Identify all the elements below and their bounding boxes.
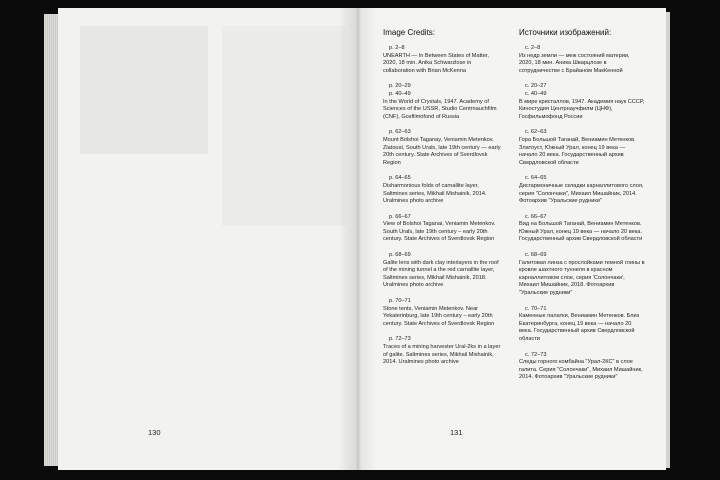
credit-entry [383, 214, 501, 244]
show-through-image-top-left [80, 26, 208, 154]
credit-page-ref: с. 66–67 [525, 213, 547, 220]
left-page-number: 130 [148, 428, 161, 437]
credit-entry [383, 336, 501, 366]
credit-description: В мире кристаллов, 1947. Академия наук СССР, Киностудия Центрнаучфилм (ЦНФ), Госфильмофонд России [519, 98, 645, 120]
credits-list-ru [519, 45, 645, 382]
credit-page-ref: p. 66–67 [389, 213, 411, 220]
show-through-image-top-right [222, 26, 346, 226]
credit-entry [383, 45, 501, 75]
credit-entry [383, 298, 501, 328]
credit-description: View of Bolshoi Taganai, Veniamin Metenkov. South Urals, late 19th century – early 20th century. State Archives of Sverdlovsk Region [383, 221, 496, 243]
credit-entry [519, 45, 645, 75]
credit-entry [519, 306, 645, 344]
credit-entry [519, 83, 645, 121]
credit-description: Каменные палатки, Вениамин Метенков. Близ Екатеринбурга, конец 19 века — начало 20 века. Государственный архив Свердловской области [519, 313, 640, 342]
credits-heading-ru: Источники изображений: [519, 28, 612, 37]
credit-entry [383, 83, 501, 121]
credit-description: Galite lens with dark clay interlayers in the roof of the mining tunnel a the red carnallite layer, Saltmines series, Mikhail Mishainik, 2018. Uralmines photo archive [383, 259, 499, 289]
credit-page-ref: p. 20–29 p. 40–49 [389, 83, 411, 97]
image-credits-english [383, 28, 501, 375]
credit-page-ref: с. 64–65 [525, 175, 547, 182]
credit-description: Вид на Большой Таганай, Вениамин Метенков. Южный Урал, конец 19 века — начало 20 века. Государственный архив Свердловской области [519, 221, 643, 243]
credit-entry [519, 175, 645, 205]
credit-entry [519, 352, 645, 382]
credit-page-ref: с. 70–71 [525, 305, 547, 312]
credit-description: In the World of Crystals, 1947. Academy of Sciences of the USSR, Studio Centrnauchfilm (CNF), Gosfilmofond of Russia [383, 98, 497, 120]
credit-page-ref: с. 20–27 с. 40–49 [525, 83, 547, 97]
credit-page-ref: p. 62–63 [389, 129, 411, 136]
credit-page-ref: p. 2–8 [389, 45, 405, 51]
credit-description: Следы горного комбайна "Урал-2КС" в слое галита. Серия "Солончаки", Михаил Мишайник, 2014. Фотоархив "Уральские рудники" [519, 359, 643, 381]
credit-entry [383, 175, 501, 205]
credit-page-ref: p. 70–71 [389, 298, 411, 305]
credit-description: Mount Bolshoi Taganay, Veniamin Metenkov. Zlatoust, South Urals, late 19th century — early 20th century. State Archives of Sverdlovsk Region [383, 136, 501, 166]
credits-list-en [383, 45, 501, 367]
credit-entry [519, 129, 645, 167]
credit-description: Гора Большой Таганай, Вениамин Метенков. Златоуст, Южный Урал, конец 19 века — начало 20 века. Государственный архив Свердловской области [519, 136, 636, 166]
credit-page-ref: с. 62–63 [525, 129, 547, 136]
image-credits-russian [519, 28, 645, 390]
right-page-number: 131 [450, 428, 463, 437]
credit-page-ref: с. 68–69 [525, 252, 547, 259]
credit-page-ref: с. 2–8 [525, 45, 541, 51]
left-page [58, 8, 358, 470]
credit-page-ref: p. 68–69 [389, 252, 411, 259]
credit-description: Traces of a mining harvester Ural-2ks in a layer of galite. Saltmines series, Mikhail Mishainik, 2014. Uralmines photo archive [383, 344, 501, 366]
credit-description: UNEARTH — In Between States of Matter, 2020, 18 min. Anika Schwarzlose in collaboration with Brian McKenna [383, 52, 489, 74]
credit-page-ref: p. 72–73 [389, 336, 411, 343]
credit-entry [383, 252, 501, 290]
credit-description: Из недр земли — меж состояний материи, 2020, 18 мин. Аника Шварцлозе в сотрудничестве с Брайаном МакКенной [519, 52, 630, 74]
credit-description: Disharmonious folds of carnallite layer, Saltmines series, Mikhail Mishainik, 2014. Uralmines photo archive [383, 182, 487, 205]
credit-description: Галитовая линза с прослойками темной глины в кровле шахтного туннеля в красном карналлитовом слое, серия 'Солончаки', Михаил Мишайник, 2018. Фотоархив "Уральские рудники" [519, 259, 645, 297]
credit-entry [519, 214, 645, 244]
credit-description: Дисгармоничные складки карналлитового слоя, серия "Солончаки", Михаил Мишайник, 2014. Фотоархив "Уральские рудники" [519, 182, 644, 205]
credits-heading-en: Image Credits: [383, 28, 436, 37]
credit-entry [519, 252, 645, 298]
credit-page-ref: p. 64–65 [389, 175, 411, 182]
credit-page-ref: с. 72–73 [525, 351, 547, 358]
credit-entry [383, 129, 501, 167]
credit-description: Stone tents, Veniamin Metenkov. Near Yekaterinburg, late 19th century – early 20th century. State Archives of Sverdlovsk Region [383, 305, 495, 327]
